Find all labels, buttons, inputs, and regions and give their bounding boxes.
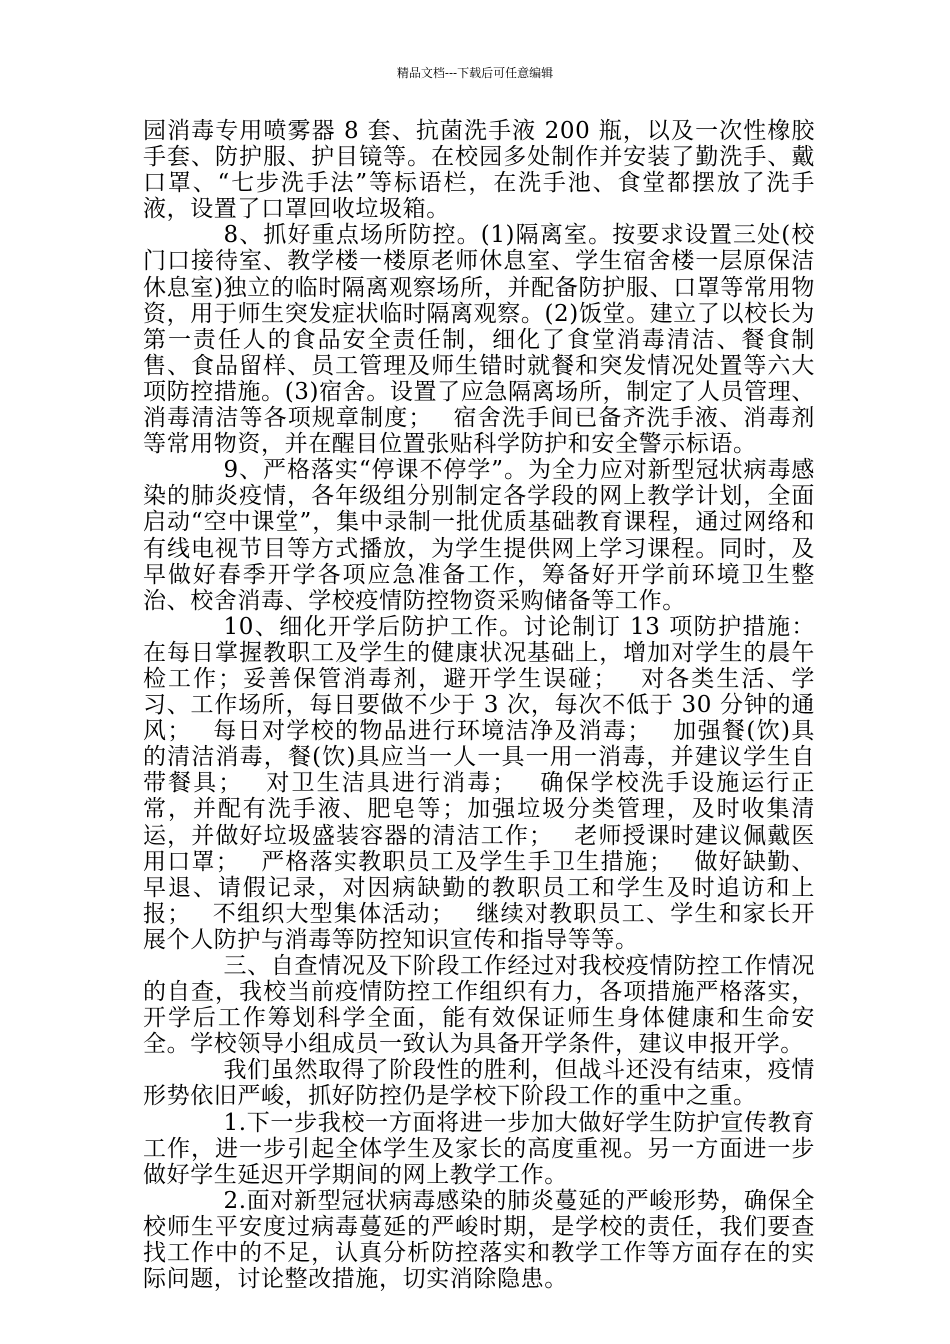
paragraph-next-step-2: 2.面对新型冠状病毒感染的肺炎蔓延的严峻形势，确保全校师生平安度过病毒蔓延的严峻时期，是学校的责任，我们要查找工作中的不足，认真分析防控落实和教学工作等方面存在的实际问题，讨论整改措施，切实消除隐患。 (143, 1187, 815, 1293)
paragraph-summary: 我们虽然取得了阶段性的胜利，但战斗还没有结束，疫情形势依旧严峻，抓好防控仍是学校下阶段工作的重中之重。 (143, 1057, 815, 1110)
paragraph-item-8: 8、抓好重点场所防控。(1)隔离室。按要求设置三处(校门口接待室、教学楼一楼原老师休息室、学生宿舍楼一层原保洁休息室)独立的临时隔离观察场所，并配备防护服、口罩等常用物资，用于师生突发症状临时隔离观察。(2)饭堂。建立了以校长为第一责任人的食品安全责任制，细化了食堂消毒清洁、餐食制售、食品留样、员工管理及师生错时就餐和突发情况处置等六大项防控措施。(3)宿舍。设置了应急隔离场所，制定了人员管理、消毒清洁等各项规章制度； 宿舍洗手间已备齐洗手液、消毒剂等常用物资，并在醒目位置张贴科学防护和安全警示标语。 (143, 222, 815, 458)
paragraph-next-step-1: 1.下一步我校一方面将进一步加大做好学生防护宣传教育工作，进一步引起全体学生及家长的高度重视。另一方面进一步做好学生延迟开学期间的网上教学工作。 (143, 1109, 815, 1188)
page-header: 精品文档---下载后可任意编辑 (396, 66, 554, 80)
paragraph-item-9: 9、严格落实“停课不停学”。为全力应对新型冠状病毒感染的肺炎疫情，各年级组分别制定各学段的网上教学计划，全面启动“空中课堂”，集中录制一批优质基础教育课程，通过网络和有线电视节目等方式播放，为学生提供网上学习课程。同时，及早做好春季开学各项应急准备工作，筹备好开学前环境卫生整治、校舍消毒、学校疫情防控物资采购储备等工作。 (143, 457, 815, 614)
paragraph-continued: 园消毒专用喷雾器 8 套、抗菌洗手液 200 瓶，以及一次性橡胶手套、防护服、护目镜等。在校园多处制作并安装了勤洗手、戴口罩、“七步洗手法”等标语栏，在洗手池、食堂都摆放了洗手液，设置了口罩回收垃圾箱。 (143, 118, 815, 223)
paragraph-item-10: 10、细化开学后防护工作。讨论制订 13 项防护措施：在每日掌握教职工及学生的健康状况基础上，增加对学生的晨午检工作；妥善保管消毒剂，避开学生误碰； 对各类生活、学习、工作场所，每日要做不少于 3 次，每次不低于 30 分钟的通风； 每日对学校的物品进行环境洁净及消毒； 加强餐(饮)具的清洁消毒，餐(饮)具应当一人一具一用一消毒，并建议学生自带餐具； 对卫生洁具进行消毒； 确保学校洗手设施运行正常，并配有洗手液、肥皂等；加强垃圾分类管理，及时收集清运，并做好垃圾盛装容器的清洁工作； 老师授课时建议佩戴医用口罩； 严格落实教职员工及学生手卫生措施； 做好缺勤、早退、请假记录，对因病缺勤的教职员工和学生及时追访和上报； 不组织大型集体活动； 继续对教职员工、学生和家长开展个人防护与消毒等防控知识宣传和指导等等。 (143, 613, 815, 953)
paragraph-section-3: 三、自查情况及下阶段工作经过对我校疫情防控工作情况的自查，我校当前疫情防控工作组织有力，各项措施严格落实，开学后工作筹划科学全面，能有效保证师生身体健康和生命安全。学校领导小组成员一致认为具备开学条件，建议申报开学。 (143, 953, 815, 1058)
document-body (143, 118, 815, 1292)
